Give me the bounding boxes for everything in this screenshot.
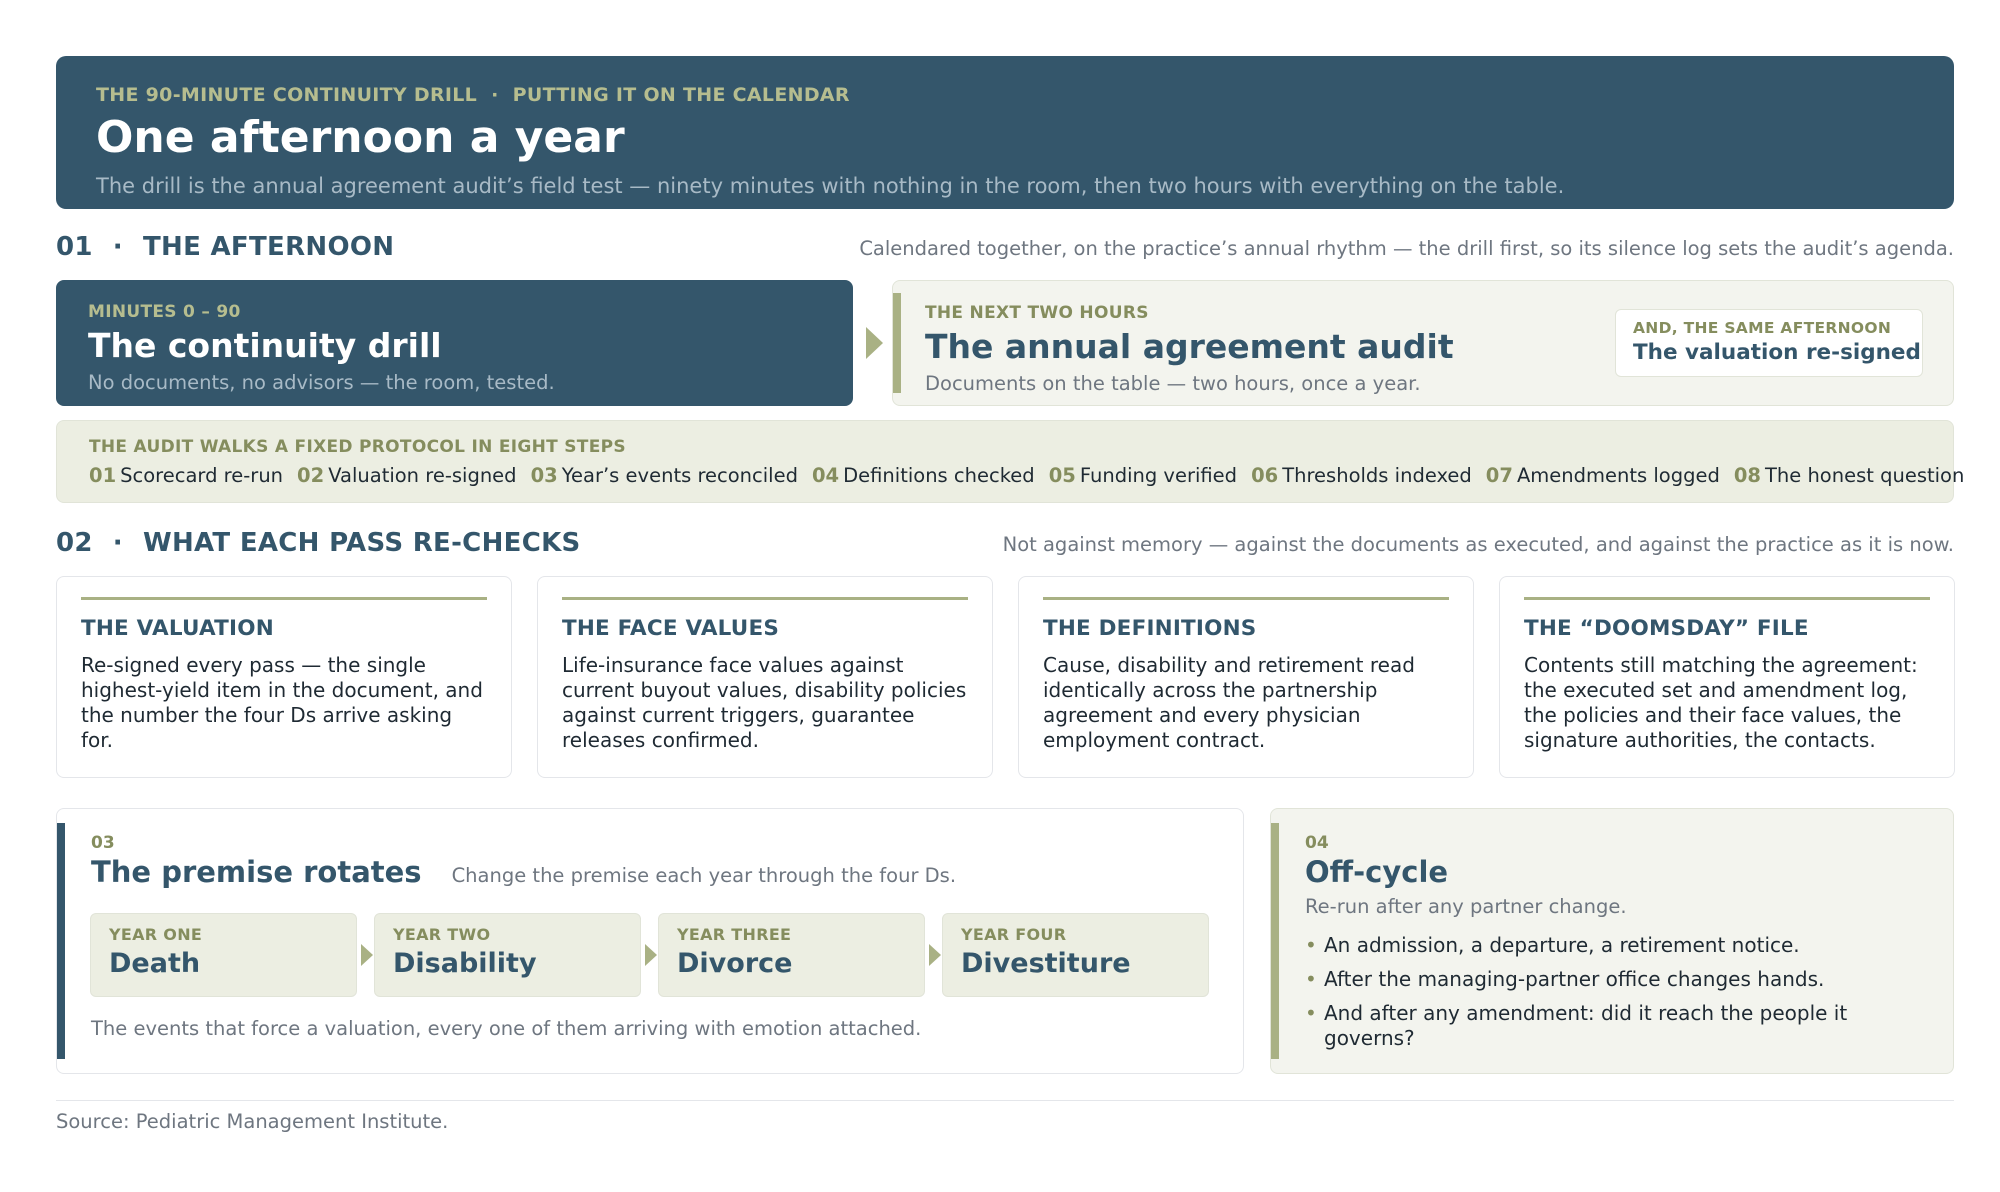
year-premise: Divestiture — [961, 948, 1131, 979]
protocol-step-label: Funding verified — [1079, 464, 1238, 487]
bullet-icon: • — [1305, 1001, 1317, 1025]
protocol-step — [812, 464, 1035, 487]
panel-subtitle: Change the premise each year through the four Ds. — [451, 864, 957, 887]
year-kicker: YEAR FOUR — [961, 925, 1067, 944]
protocol-step — [297, 464, 517, 487]
arrow-right-icon — [361, 944, 373, 966]
panel-accent-bar — [57, 823, 65, 1059]
card-title: THE DEFINITIONS — [1043, 616, 1257, 641]
panel-number: 04 — [1305, 833, 1329, 853]
protocol-step-label: Valuation re-signed — [328, 464, 517, 487]
year-premise: Disability — [393, 948, 537, 979]
section-02-title — [56, 528, 581, 558]
protocol-step-label: Thresholds indexed — [1282, 464, 1472, 487]
card-rule — [562, 597, 968, 600]
section-01-separator: · — [112, 232, 123, 262]
card-rule — [81, 597, 487, 600]
list-item — [1305, 967, 1925, 992]
off-cycle-list — [1305, 933, 1925, 1060]
section-01-note: Calendared together, on the practice’s annual rhythm — the drill first, so its silence log sets the audit’s agenda. — [859, 237, 1954, 260]
year-kicker: YEAR TWO — [393, 925, 491, 944]
recheck-card-face-values — [537, 576, 993, 778]
protocol-step-label: Definitions checked — [843, 464, 1035, 487]
callout-title: The valuation re-signed — [1633, 340, 1921, 365]
year-four-box — [942, 913, 1209, 997]
valuation-resigned-callout — [1615, 309, 1923, 377]
protocol-step-label: Year’s events reconciled — [561, 464, 798, 487]
drill-title: The continuity drill — [88, 326, 442, 365]
protocol-step-label: The honest question — [1764, 464, 1965, 487]
section-01-header — [56, 232, 1954, 262]
banner-kicker-separator: · — [491, 84, 499, 106]
protocol-step — [1251, 464, 1472, 487]
panel-title — [91, 855, 956, 889]
card-title: THE FACE VALUES — [562, 616, 780, 641]
card-text: Cause, disability and retirement read identically across the partnership agreement and every physician employment contract. — [1043, 653, 1415, 752]
section-02-label: WHAT EACH PASS RE-CHECKS — [142, 528, 581, 558]
section-02-number: 02 — [56, 528, 93, 558]
section-02-header — [56, 528, 1954, 558]
protocol-step-number: 06 — [1251, 464, 1279, 487]
card-title: THE “DOOMSDAY” FILE — [1524, 616, 1809, 641]
year-kicker: YEAR THREE — [677, 925, 792, 944]
panel-subtitle: Re-run after any partner change. — [1305, 895, 1627, 918]
bullet-icon: • — [1305, 933, 1317, 957]
audit-title: The annual agreement audit — [925, 327, 1454, 366]
protocol-step — [89, 464, 283, 487]
recheck-card-valuation — [56, 576, 512, 778]
arrow-right-icon — [645, 944, 657, 966]
protocol-step — [1049, 464, 1237, 487]
card-rule — [1043, 597, 1449, 600]
section-02-separator: · — [112, 528, 123, 558]
bullet-icon: • — [1305, 967, 1317, 991]
arrow-right-icon — [866, 327, 883, 359]
protocol-step-number: 01 — [89, 464, 117, 487]
list-item — [1305, 933, 1925, 958]
protocol-step-number: 04 — [811, 464, 840, 487]
panel-title-text: The premise rotates — [91, 855, 422, 889]
year-one-box — [90, 913, 357, 997]
protocol-step — [531, 464, 798, 487]
year-premise: Divorce — [677, 948, 793, 979]
section-01-title — [56, 232, 394, 262]
list-item-text: An admission, a departure, a retirement notice. — [1324, 933, 1800, 957]
list-item — [1305, 1001, 1925, 1051]
protocol-step-label: Scorecard re-run — [120, 464, 284, 487]
year-two-box — [374, 913, 641, 997]
card-title: THE VALUATION — [81, 616, 274, 641]
banner-kicker-left: THE 90-MINUTE CONTINUITY DRILL — [96, 84, 478, 106]
protocol-step-label: Amendments logged — [1516, 464, 1720, 487]
card-rule — [1524, 597, 1930, 600]
drill-kicker: MINUTES 0 – 90 — [88, 302, 241, 322]
continuity-drill-block — [56, 280, 853, 406]
recheck-card-doomsday-file — [1499, 576, 1955, 778]
footer-divider — [56, 1100, 1954, 1101]
annual-audit-block — [892, 280, 1954, 406]
drill-subtitle: No documents, no advisors — the room, tested. — [88, 371, 555, 394]
audit-body — [925, 303, 1454, 395]
header-banner — [56, 56, 1954, 209]
protocol-step — [1486, 464, 1720, 487]
audit-protocol-strip — [56, 420, 1965, 503]
card-text: Life-insurance face values against current buyout values, disability policies against current triggers, guarantee releases confirmed. — [562, 653, 967, 752]
recheck-card-definitions — [1018, 576, 1474, 778]
list-item-text: After the managing-partner office changes hands. — [1324, 967, 1825, 991]
card-text: Contents still matching the agreement: the executed set and amendment log, the policies and their face values, the signature authorities, the contacts. — [1524, 653, 1918, 752]
callout-kicker: AND, THE SAME AFTERNOON — [1633, 319, 1892, 337]
protocol-step-number: 05 — [1048, 464, 1076, 487]
protocol-step — [1734, 464, 1965, 487]
protocol-step-number: 08 — [1733, 464, 1761, 487]
banner-kicker — [96, 84, 1914, 106]
source-note: Source: Pediatric Management Institute. — [56, 1110, 449, 1133]
audit-subtitle: Documents on the table — two hours, once a year. — [925, 372, 1421, 395]
section-02-note: Not against memory — against the documents as executed, and against the practice as it is now. — [1002, 533, 1954, 556]
banner-kicker-right: PUTTING IT ON THE CALENDAR — [512, 84, 850, 106]
audit-kicker: THE NEXT TWO HOURS — [925, 303, 1149, 323]
page-title: One afternoon a year — [96, 112, 625, 163]
year-premise: Death — [109, 948, 201, 979]
section-01-number: 01 — [56, 232, 93, 262]
panel-accent-bar — [1271, 823, 1279, 1059]
panel-footer: The events that force a valuation, every one of them arriving with emotion attached. — [91, 1017, 922, 1040]
arrow-right-icon — [929, 944, 941, 966]
panel-title: Off-cycle — [1305, 855, 1449, 889]
protocol-step-number: 07 — [1485, 464, 1513, 487]
off-cycle-panel — [1270, 808, 1954, 1074]
year-three-box — [658, 913, 925, 997]
year-kicker: YEAR ONE — [109, 925, 203, 944]
premise-rotates-panel — [56, 808, 1244, 1074]
protocol-step-number: 02 — [297, 464, 325, 487]
section-01-label: THE AFTERNOON — [142, 232, 395, 262]
protocol-steps — [89, 464, 1965, 487]
card-text: Re-signed every pass — the single highest-yield item in the document, and the number the four Ds arrive asking for. — [81, 653, 483, 752]
protocol-kicker: THE AUDIT WALKS A FIXED PROTOCOL IN EIGHT STEPS — [89, 437, 626, 457]
panel-number: 03 — [91, 833, 115, 853]
banner-lede: The drill is the annual agreement audit’s field test — ninety minutes with nothing in the room, then two hours with everything on the table. — [96, 173, 1565, 198]
audit-accent-bar — [893, 293, 901, 393]
list-item-text: And after any amendment: did it reach the people it governs? — [1324, 1001, 1848, 1050]
protocol-step-number: 03 — [530, 464, 558, 487]
